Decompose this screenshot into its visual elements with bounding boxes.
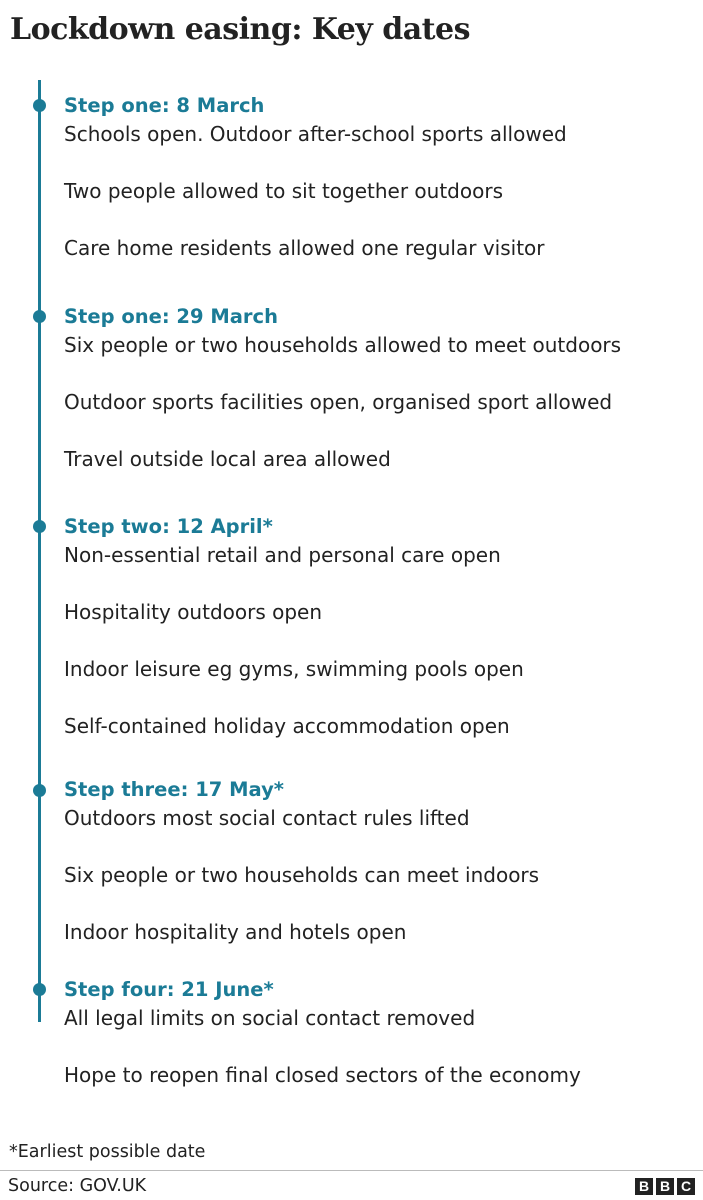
timeline-dot <box>33 784 46 797</box>
step-item: Hope to reopen final closed sectors of the economy <box>64 1063 581 1087</box>
step-heading: Step one: 29 March <box>64 305 278 328</box>
page-title: Lockdown easing: Key dates <box>10 12 470 47</box>
logo-block: C <box>677 1178 695 1195</box>
step-item: Outdoors most social contact rules lifted <box>64 806 470 830</box>
step-item: Travel outside local area allowed <box>64 447 391 471</box>
step-item: Hospitality outdoors open <box>64 600 323 624</box>
step-item: Care home residents allowed one regular visitor <box>64 236 545 260</box>
logo-block: B <box>635 1178 653 1195</box>
step-item: Indoor hospitality and hotels open <box>64 920 407 944</box>
step-item: Indoor leisure eg gyms, swimming pools open <box>64 657 524 681</box>
footnote: *Earliest possible date <box>9 1142 206 1162</box>
step-heading: Step one: 8 March <box>64 94 265 117</box>
step-item: All legal limits on social contact removed <box>64 1006 476 1030</box>
step-heading: Step three: 17 May* <box>64 778 284 801</box>
step-heading: Step four: 21 June* <box>64 978 274 1001</box>
timeline-dot <box>33 983 46 996</box>
step-item: Non-essential retail and personal care open <box>64 543 501 567</box>
step-item: Six people or two households can meet indoors <box>64 863 540 887</box>
step-item: Six people or two households allowed to meet outdoors <box>64 333 622 357</box>
divider <box>0 1170 703 1171</box>
step-heading: Step two: 12 April* <box>64 515 273 538</box>
logo-block: B <box>656 1178 674 1195</box>
timeline-dot <box>33 310 46 323</box>
step-item: Two people allowed to sit together outdoors <box>64 179 503 203</box>
step-item: Outdoor sports facilities open, organised sport allowed <box>64 390 613 414</box>
bbc-logo <box>635 1178 695 1195</box>
timeline-line <box>38 80 41 1022</box>
timeline-dot <box>33 99 46 112</box>
timeline-dot <box>33 520 46 533</box>
step-item: Self-contained holiday accommodation open <box>64 714 510 738</box>
source-credit: Source: GOV.UK <box>8 1176 147 1196</box>
step-item: Schools open. Outdoor after-school sports allowed <box>64 122 567 146</box>
